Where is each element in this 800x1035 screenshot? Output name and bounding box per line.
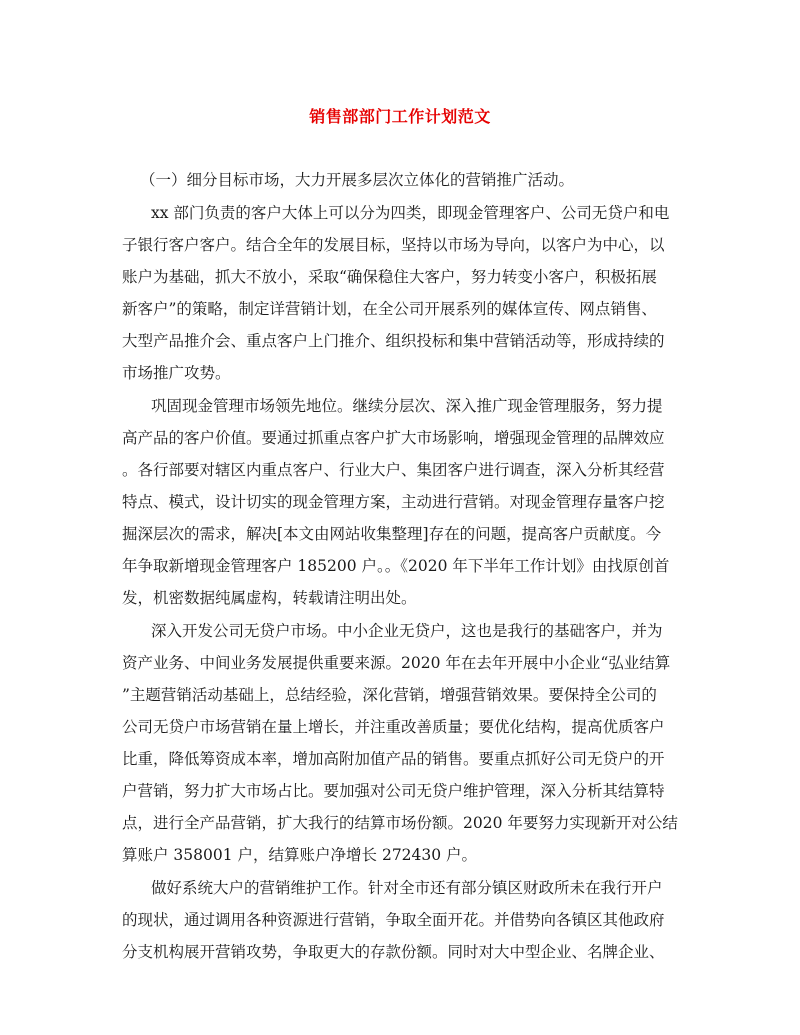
document-title: 销售部部门工作计划范文 [309, 107, 491, 126]
paragraph-line: xx 部门负责的客户大体上可以分为四类，即现金管理客户、公司无贷户和电 [151, 204, 670, 222]
paragraph-line: 点，进行全产品营销，扩大我行的结算市场份额。2020 年要努力实现新开对公结 [122, 814, 678, 832]
paragraph-line: 大型产品推介会、重点客户上门推介、组织投标和集中营销活动等，形成持续的 [122, 332, 665, 350]
paragraph-line: 账户为基础，抓大不放小，采取“确保稳住大客户，努力转变小客户，积极拓展 [122, 268, 657, 286]
paragraph-line: ”主题营销活动基础上，总结经验，深化营销，增强营销效果。要保持全公司的 [122, 686, 657, 704]
paragraph-line: 年争取新增现金管理客户 185200 户。。《2020 年下半年工作计划》由找原创首 [122, 557, 670, 575]
section-heading: （一）细分目标市场，大力开展多层次立体化的营销推广活动。 [140, 171, 575, 189]
paragraph-line: 发，机密数据纯属虚构，转载请注明出处。 [122, 589, 417, 607]
paragraph-line: 户营销，努力扩大市场占比。要加强对公司无贷户维护管理，深入分析其结算特 [122, 782, 665, 800]
paragraph-line: 分支机构展开营销攻势，争取更大的存款份额。同时对大中型企业、名牌企业、 [122, 943, 665, 961]
paragraph-line: 做好系统大户的营销维护工作。针对全市还有部分镇区财政所未在我行开户 [151, 879, 663, 897]
paragraph-line: 高产品的客户价值。要通过抓重点客户扩大市场影响，增强现金管理的品牌效应 [122, 429, 665, 447]
paragraph-line: 公司无贷户市场营销在量上增长，并注重改善质量；要优化结构，提高优质客户 [122, 718, 665, 736]
paragraph-line: 掘深层次的需求，解决[本文由网站收集整理]存在的问题，提高客户贡献度。今 [122, 525, 662, 543]
paragraph-line: 市场推广攻势。 [122, 364, 231, 382]
paragraph-line: 巩固现金管理市场领先地位。继续分层次、深入推广现金管理服务，努力提 [151, 397, 663, 415]
paragraph-line: 。各行部要对辖区内重点客户、行业大户、集团客户进行调查，深入分析其经营 [122, 461, 665, 479]
paragraph-line: 算账户 358001 户，结算账户净增长 272430 户。 [122, 846, 478, 864]
paragraph-line: 子银行客户客户。结合全年的发展目标，坚持以市场为导向，以客户为中心，以 [122, 236, 665, 254]
paragraph-line: 特点、模式，设计切实的现金管理方案，主动进行营销。对现金管理存量客户挖 [122, 493, 665, 511]
paragraph-line: 深入开发公司无贷户市场。中小企业无贷户，这也是我行的基础客户，并为 [151, 622, 663, 640]
paragraph-line: 资产业务、中间业务发展提供重要来源。2020 年在去年开展中小企业“弘业结算 [122, 654, 671, 672]
paragraph-line: 比重，降低筹资成本率，增加高附加值产品的销售。要重点抓好公司无贷户的开 [122, 750, 665, 768]
paragraph-line: 新客户”的策略，制定详营销计划，在全公司开展系列的媒体宣传、网点销售、 [122, 300, 657, 318]
paragraph-line: 的现状，通过调用各种资源进行营销，争取全面开花。并借势向各镇区其他政府 [122, 911, 665, 929]
